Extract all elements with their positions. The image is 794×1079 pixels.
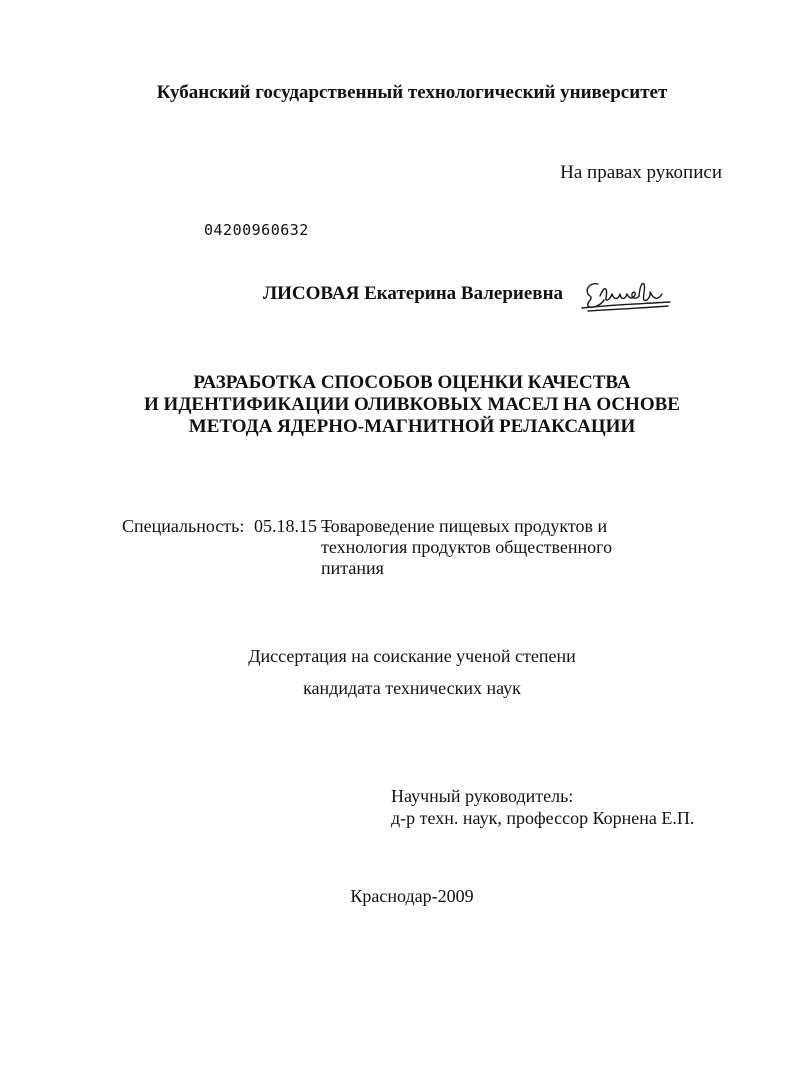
- title-line-1: РАЗРАБОТКА СПОСОБОВ ОЦЕНКИ КАЧЕСТВА: [193, 372, 631, 393]
- degree-line-2: кандидата технических наук: [303, 678, 521, 698]
- title-line-2: И ИДЕНТИФИКАЦИИ ОЛИВКОВЫХ МАСЕЛ НА ОСНОВЕ: [144, 394, 680, 415]
- degree-line-1: Диссертация на соискание ученой степени: [248, 646, 576, 666]
- specialty-description: [321, 516, 681, 579]
- title-line-3: МЕТОДА ЯДЕРНО-МАГНИТНОЙ РЕЛАКСАЦИИ: [188, 416, 636, 437]
- author-signature: [578, 274, 674, 314]
- university-name: Кубанский государственный технологический университет: [156, 82, 668, 103]
- supervisor-name: д-р техн. наук, профессор Корнена Е.П.: [391, 808, 695, 828]
- dissertation-title: [0, 372, 794, 438]
- specialty-label: Специальность:: [122, 516, 245, 536]
- supervisor-block: [391, 785, 694, 829]
- specialty-line-3: питания: [321, 558, 384, 578]
- specialty-line-2: технология продуктов общественного: [321, 537, 613, 557]
- specialty-code: 05.18.15 –: [254, 516, 331, 536]
- catalog-number: 04200960632: [204, 221, 309, 239]
- specialty-line-1: Товароведение пищевых продуктов и: [321, 516, 608, 536]
- city-year: Краснодар-2009: [350, 886, 474, 906]
- degree-statement: [0, 640, 794, 704]
- manuscript-rights: На правах рукописи: [560, 162, 722, 183]
- supervisor-label: Научный руководитель:: [391, 786, 574, 806]
- author-name: ЛИСОВАЯ Екатерина Валериевна: [263, 283, 564, 304]
